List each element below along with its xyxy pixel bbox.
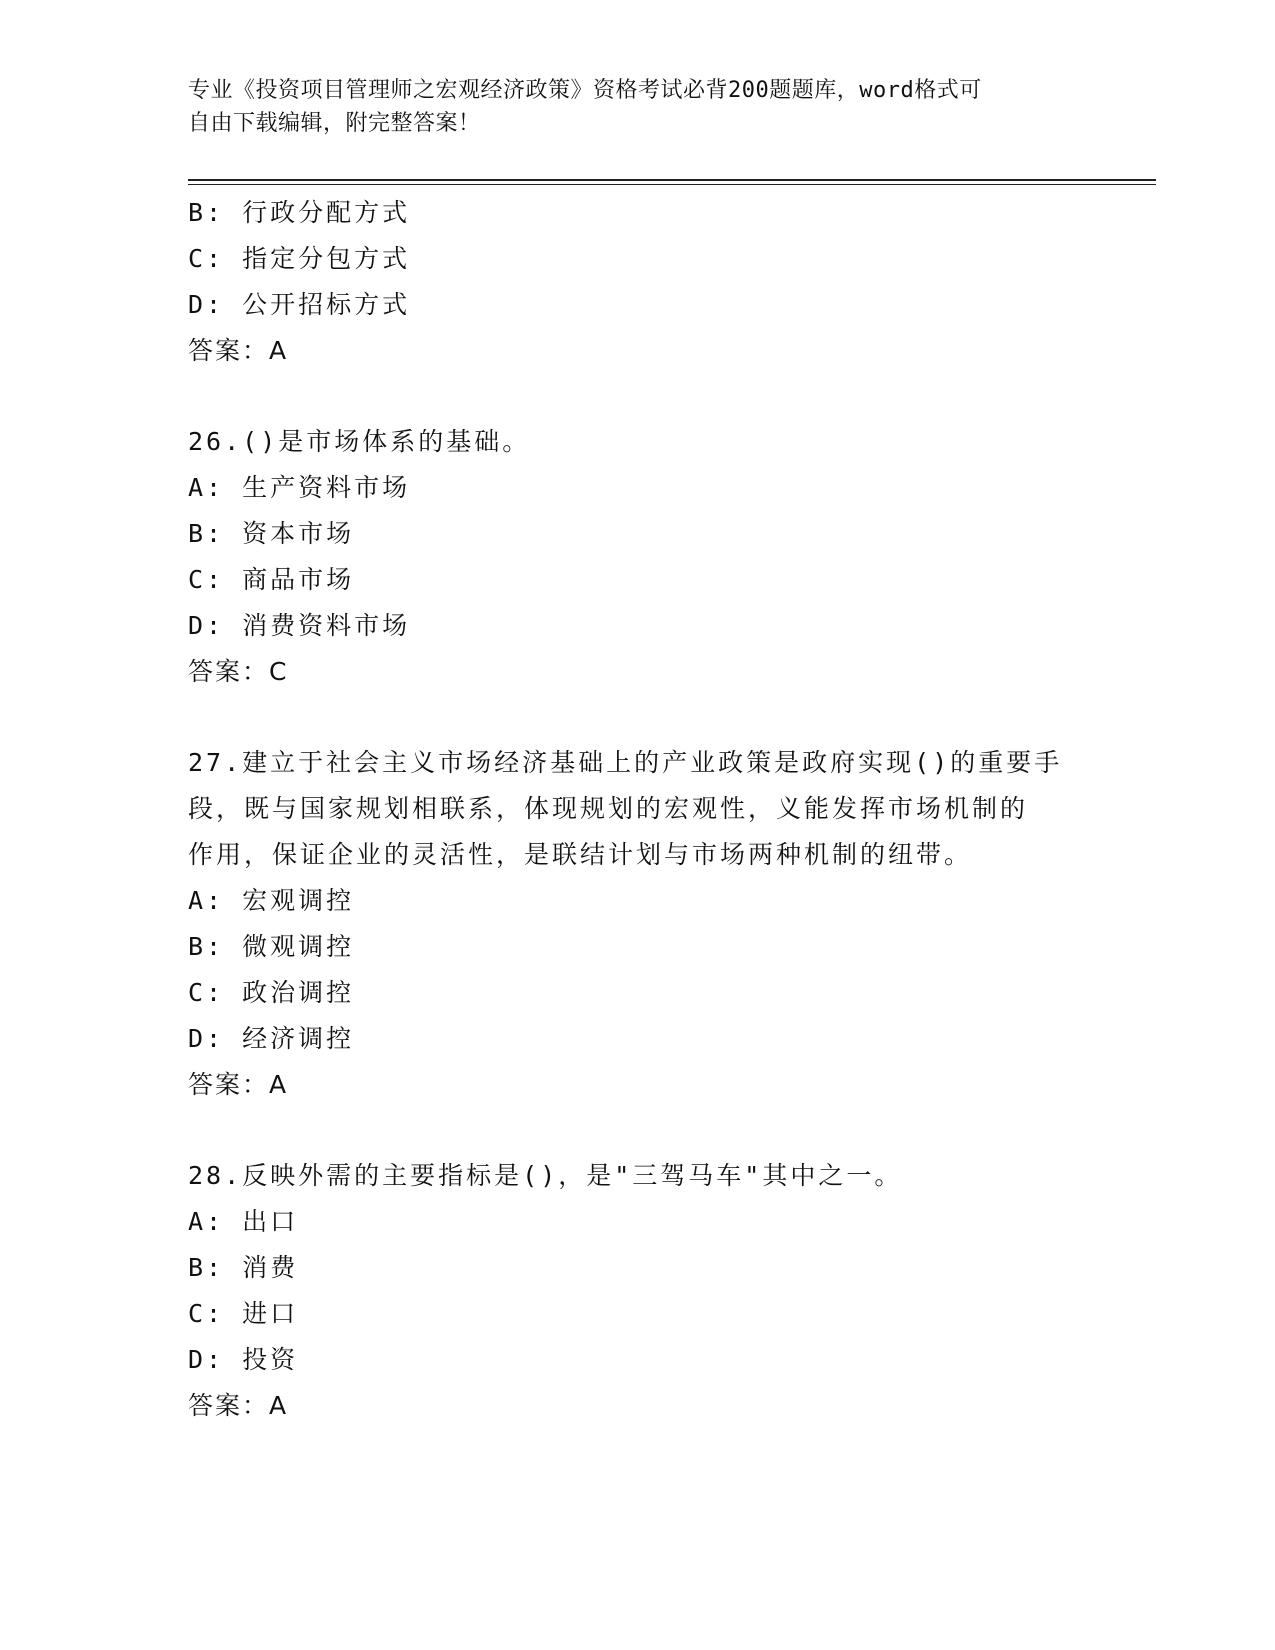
question-text: 段，既与国家规划相联系，体现规划的宏观性，义能发挥市场机制的 bbox=[188, 794, 1029, 823]
spacer bbox=[188, 1108, 1088, 1153]
option-item bbox=[188, 1016, 1088, 1062]
option-text: 生产资料市场 bbox=[242, 473, 411, 502]
question-text: 27.建立于社会主义市场经济基础上的产业政策是政府实现()的重要手 bbox=[188, 748, 1063, 777]
option-item bbox=[188, 557, 1088, 603]
question-block-27 bbox=[188, 740, 1088, 1108]
question-text: 28.反映外需的主要指标是()，是"三驾马车"其中之一。 bbox=[188, 1161, 903, 1190]
option-text: 指定分包方式 bbox=[242, 244, 411, 273]
option-item bbox=[188, 924, 1088, 970]
option-letter: A: bbox=[188, 886, 225, 915]
option-letter: D: bbox=[188, 611, 225, 640]
option-letter: B: bbox=[188, 198, 225, 227]
option-text: 消费 bbox=[242, 1253, 299, 1282]
question-block-26 bbox=[188, 419, 1088, 695]
option-item bbox=[188, 190, 1088, 236]
option-text: 微观调控 bbox=[242, 932, 355, 961]
option-letter: A: bbox=[188, 473, 225, 502]
answer-line: 答案：C bbox=[188, 657, 289, 686]
option-text: 商品市场 bbox=[242, 565, 355, 594]
option-item bbox=[188, 603, 1088, 649]
option-item bbox=[188, 1337, 1088, 1383]
option-letter: C: bbox=[188, 565, 225, 594]
answer-line: 答案：A bbox=[188, 1070, 289, 1099]
answer-line: 答案：A bbox=[188, 336, 289, 365]
option-item bbox=[188, 236, 1088, 282]
option-text: 资本市场 bbox=[242, 519, 355, 548]
spacer bbox=[188, 374, 1088, 419]
option-letter: B: bbox=[188, 932, 225, 961]
option-text: 出口 bbox=[242, 1207, 299, 1236]
question-list bbox=[188, 190, 1088, 1429]
option-text: 消费资料市场 bbox=[242, 611, 411, 640]
option-text: 进口 bbox=[242, 1299, 299, 1328]
option-letter: C: bbox=[188, 244, 225, 273]
header-line-1: 专业《投资项目管理师之宏观经济政策》资格考试必背200题题库，word格式可 bbox=[188, 78, 982, 103]
option-letter: C: bbox=[188, 1299, 225, 1328]
option-letter: D: bbox=[188, 1345, 225, 1374]
option-item bbox=[188, 511, 1088, 557]
spacer bbox=[188, 695, 1088, 740]
option-text: 政治调控 bbox=[242, 978, 355, 1007]
option-text: 宏观调控 bbox=[242, 886, 355, 915]
option-text: 行政分配方式 bbox=[242, 198, 411, 227]
question-block-28 bbox=[188, 1153, 1088, 1429]
option-item bbox=[188, 970, 1088, 1016]
option-item bbox=[188, 1245, 1088, 1291]
option-letter: D: bbox=[188, 1024, 225, 1053]
question-text: 作用，保证企业的灵活性，是联结计划与市场两种机制的纽带。 bbox=[188, 840, 973, 869]
option-text: 经济调控 bbox=[242, 1024, 355, 1053]
header-line-2: 自由下载编辑，附完整答案！ bbox=[188, 111, 481, 136]
option-letter: D: bbox=[188, 290, 225, 319]
option-text: 投资 bbox=[242, 1345, 299, 1374]
option-item bbox=[188, 1291, 1088, 1337]
header-divider bbox=[188, 179, 1156, 185]
document-header bbox=[188, 74, 1068, 140]
option-letter: B: bbox=[188, 519, 225, 548]
option-item bbox=[188, 878, 1088, 924]
option-letter: A: bbox=[188, 1207, 225, 1236]
option-letter: C: bbox=[188, 978, 225, 1007]
question-block-partial bbox=[188, 190, 1088, 374]
answer-line: 答案：A bbox=[188, 1391, 289, 1420]
question-text: 26.()是市场体系的基础。 bbox=[188, 427, 531, 456]
option-item bbox=[188, 465, 1088, 511]
option-item bbox=[188, 282, 1088, 328]
option-text: 公开招标方式 bbox=[242, 290, 411, 319]
option-letter: B: bbox=[188, 1253, 225, 1282]
option-item bbox=[188, 1199, 1088, 1245]
